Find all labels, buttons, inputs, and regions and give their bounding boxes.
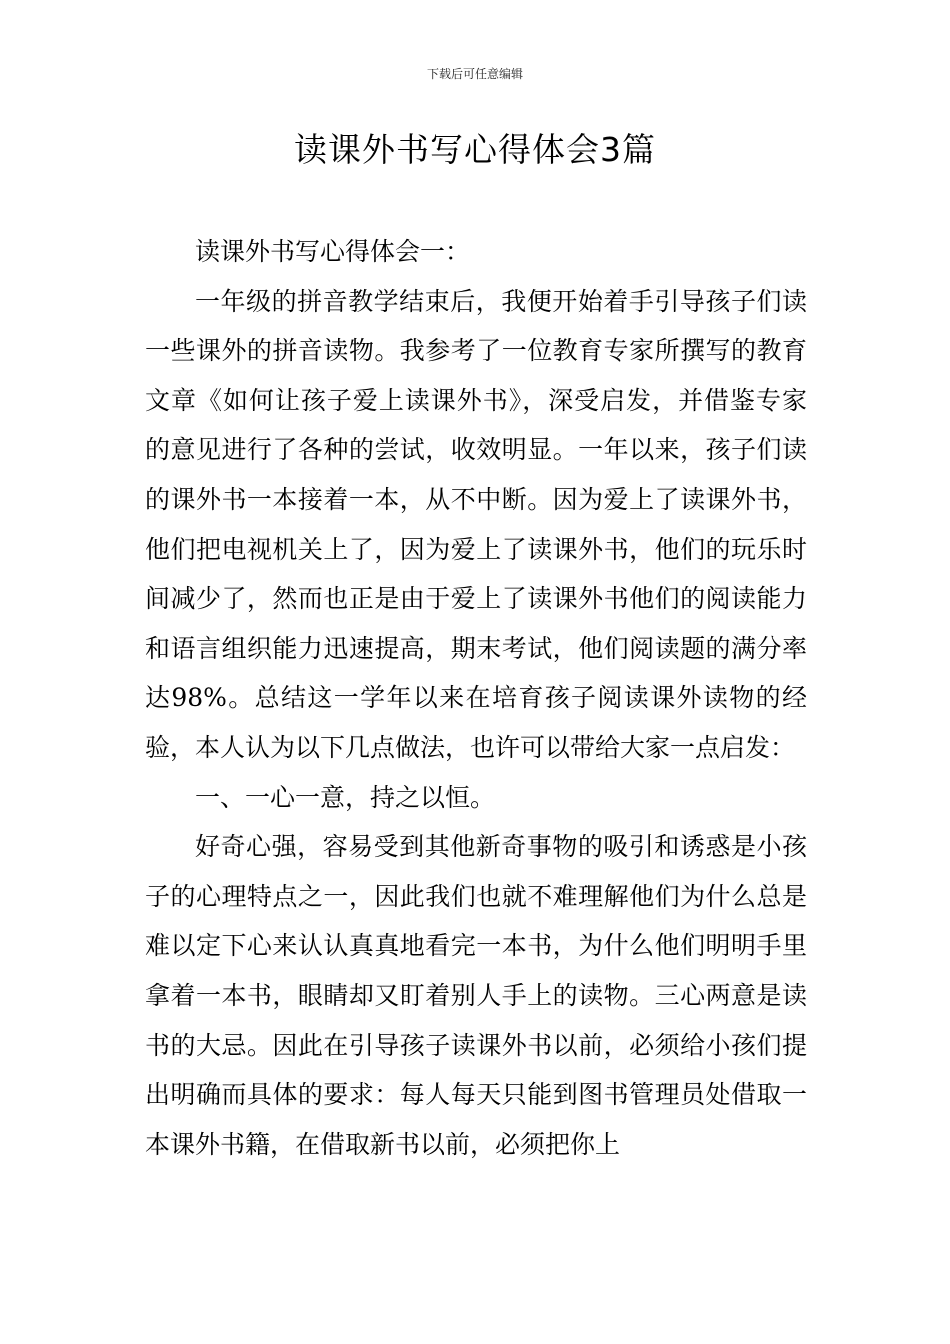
document-body: [145, 227, 807, 1169]
header-note: 下载后可任意编辑: [426, 67, 523, 81]
document-title: 读课外书写心得体会3篇: [294, 130, 656, 169]
paragraph-heading-1: 一、一心一意，持之以恒。: [195, 782, 496, 812]
paragraph-intro: 一年级的拼音教学结束后，我便开始着手引导孩子们读一些课外的拼音读物。我参考了一位教育专家所撰写的教育文章《如何让孩子爱上读课外书》，深受启发，并借鉴专家的意见进行了各种的尝试，收效明显。一年以来，孩子们读的课外书一本接着一本，从不中断。因为爱上了读课外书，他们把电视机关上了，因为爱上了读课外书，他们的玩乐时间减少了，然而也正是由于爱上了读课外书他们的阅读能力和语言组织能力迅速提高，期末考试，他们阅读题的满分率达98%。总结这一学年以来在培育孩子阅读课外读物的经验，本人认为以下几点做法，也许可以带给大家一点启发：: [145, 286, 807, 762]
paragraph-body-1: 好奇心强，容易受到其他新奇事物的吸引和诱惑是小孩子的心理特点之一，因此我们也就不难理解他们为什么总是难以定下心来认认真真地看完一本书，为什么他们明明手里拿着一本书，眼睛却又盯着别人手上的读物。三心两意是读书的大忌。因此在引导孩子读课外书以前，必须给小孩们提出明确而具体的要求：每人每天只能到图书管理员处借取一本课外书籍，在借取新书以前，必须把你上: [145, 832, 807, 1159]
paragraph-subtitle: 读课外书写心得体会一：: [195, 237, 471, 266]
